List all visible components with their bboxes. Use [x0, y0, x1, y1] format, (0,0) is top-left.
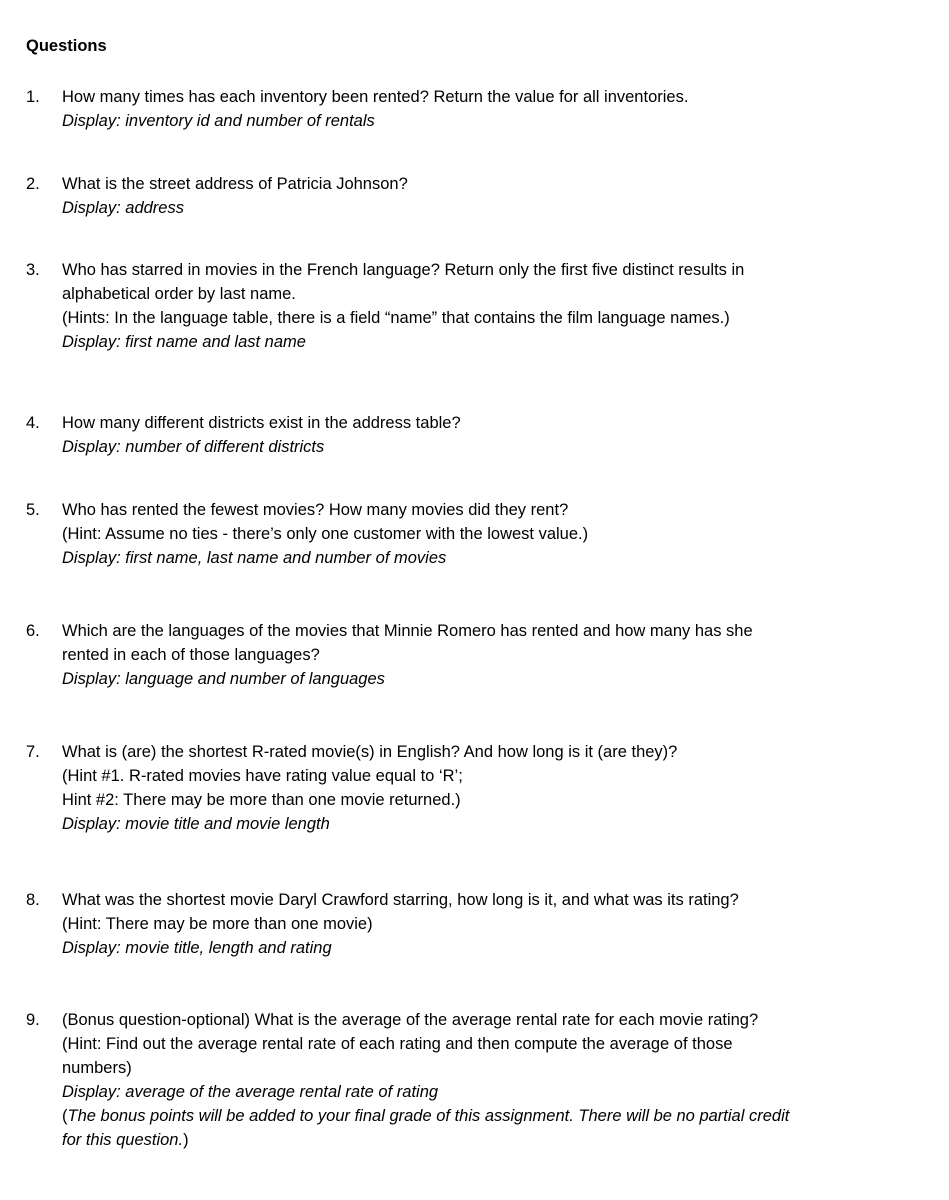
question-number: 5. — [26, 501, 40, 519]
hint-text: (Hint: Assume no ties - there’s only one customer with the lowest value.) — [62, 525, 589, 543]
bonus-note-text: for this question. — [62, 1131, 184, 1149]
question-number: 8. — [26, 891, 40, 909]
question-text: Who has rented the fewest movies? How many movies did they rent? — [62, 501, 569, 519]
display-instruction: Display: average of the average rental rate of rating — [62, 1083, 439, 1101]
bonus-note — [62, 1104, 934, 1128]
question-number: 1. — [26, 88, 40, 106]
question-text: rented in each of those languages? — [62, 646, 320, 664]
question-text: Who has starred in movies in the French language? Return only the first five distinct results in — [62, 261, 745, 279]
question-text: How many different districts exist in the address table? — [62, 414, 461, 432]
question-number: 7. — [26, 743, 40, 761]
hint-text: Hint #2: There may be more than one movie returned.) — [62, 791, 461, 809]
hint-text: (Hint: There may be more than one movie) — [62, 915, 373, 933]
question-number: 6. — [26, 622, 40, 640]
display-instruction: Display: number of different districts — [62, 438, 325, 456]
question-text: (Bonus question-optional) What is the average of the average rental rate for each movie rating? — [62, 1011, 759, 1029]
page-title: Questions — [26, 37, 107, 55]
question-number: 4. — [26, 414, 40, 432]
display-instruction: Display: inventory id and number of rentals — [62, 112, 375, 130]
hint-text: (Hint #1. R-rated movies have rating value equal to ‘R’; — [62, 767, 463, 785]
display-instruction: Display: first name and last name — [62, 333, 306, 351]
display-instruction: Display: movie title and movie length — [62, 815, 330, 833]
question-number: 9. — [26, 1011, 40, 1029]
question-text: What is (are) the shortest R-rated movie(s) in English? And how long is it (are they)? — [62, 743, 678, 761]
question-text: What is the street address of Patricia Johnson? — [62, 175, 408, 193]
bonus-note-close: ) — [183, 1131, 189, 1149]
bonus-note-text: The bonus points will be added to your final grade of this assignment. There will be no partial credit — [67, 1107, 790, 1125]
bonus-note-continued — [62, 1128, 934, 1152]
display-instruction: Display: address — [62, 199, 184, 217]
question-number: 2. — [26, 175, 40, 193]
hint-text: (Hint: Find out the average rental rate of each rating and then compute the average of those — [62, 1035, 733, 1053]
hint-text: (Hints: In the language table, there is a field “name” that contains the film language names.) — [62, 309, 730, 327]
question-number: 3. — [26, 261, 40, 279]
display-instruction: Display: first name, last name and number of movies — [62, 549, 447, 567]
display-instruction: Display: language and number of languages — [62, 670, 385, 688]
question-text: alphabetical order by last name. — [62, 285, 296, 303]
hint-text: numbers) — [62, 1059, 132, 1077]
bonus-note-open: ( — [62, 1107, 68, 1125]
question-text: How many times has each inventory been rented? Return the value for all inventories. — [62, 88, 689, 106]
display-instruction: Display: movie title, length and rating — [62, 939, 332, 957]
question-text: Which are the languages of the movies that Minnie Romero has rented and how many has she — [62, 622, 753, 640]
question-text: What was the shortest movie Daryl Crawford starring, how long is it, and what was its rating? — [62, 891, 739, 909]
